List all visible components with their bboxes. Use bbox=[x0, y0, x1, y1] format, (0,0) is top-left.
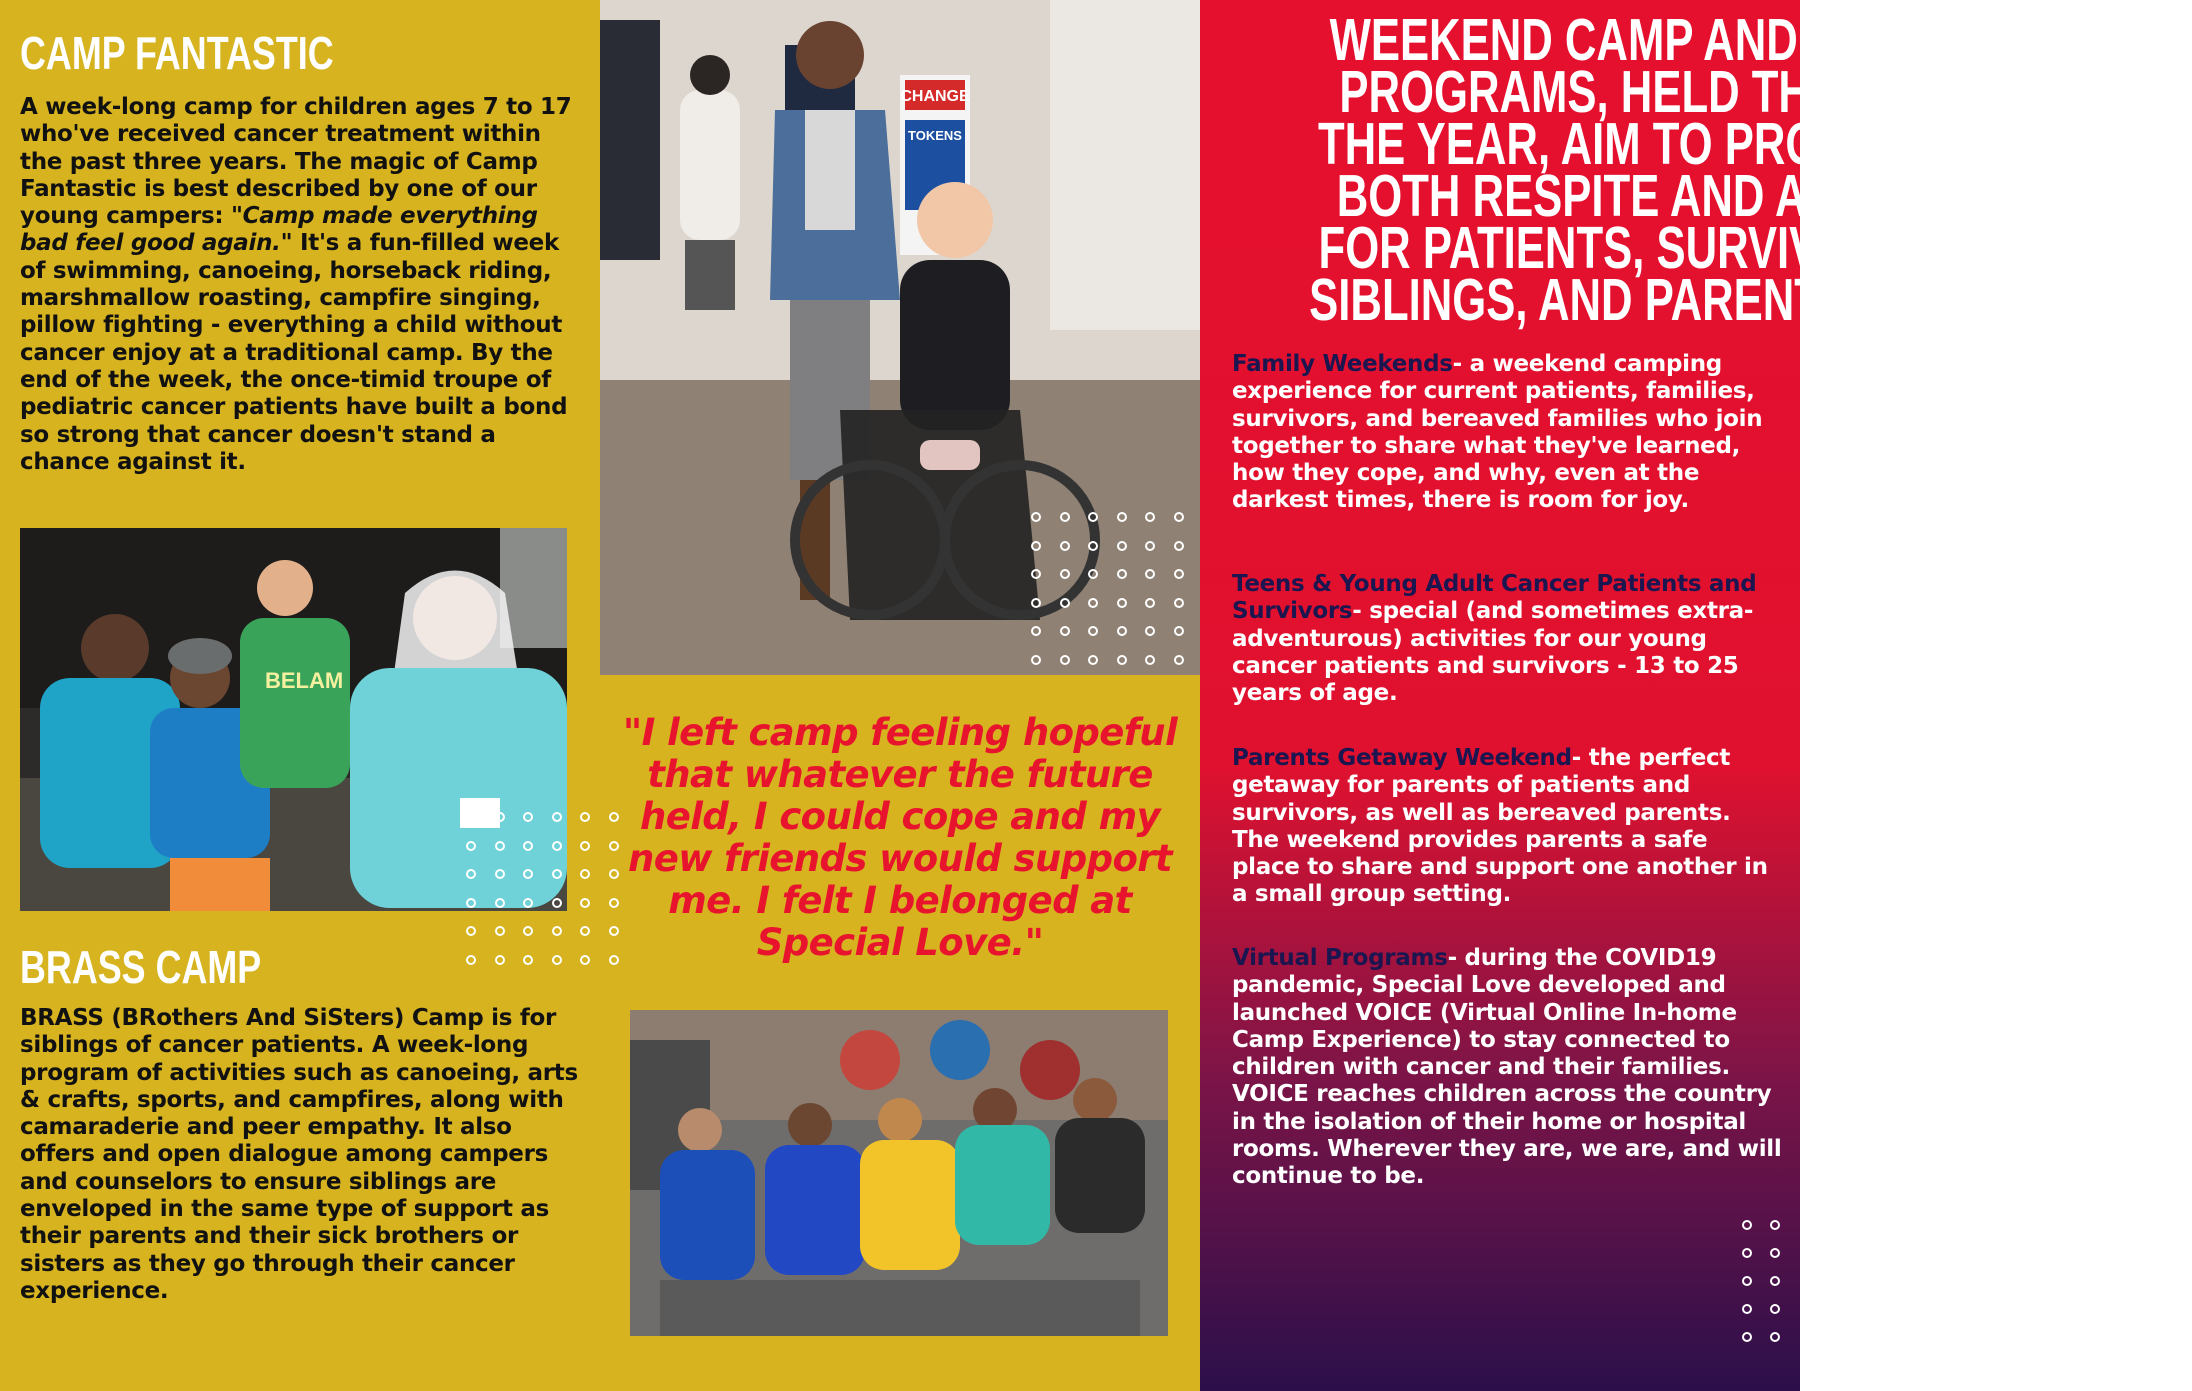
photo-kids-sitting bbox=[630, 1010, 1168, 1336]
change-sign: CHANGE bbox=[900, 88, 970, 105]
dot bbox=[1117, 569, 1127, 579]
camp-fantastic-title: CAMP FANTASTIC bbox=[20, 27, 334, 79]
dot bbox=[466, 812, 476, 822]
dot bbox=[1117, 541, 1127, 551]
dot bbox=[580, 926, 590, 936]
dot bbox=[1742, 1304, 1752, 1314]
program-virtual bbox=[1232, 945, 1782, 1191]
dot bbox=[552, 841, 562, 851]
dot bbox=[1742, 1220, 1752, 1230]
dot bbox=[580, 955, 590, 965]
dot bbox=[1088, 598, 1098, 608]
dot bbox=[1060, 569, 1070, 579]
dot bbox=[1742, 1276, 1752, 1286]
dot bbox=[1174, 541, 1184, 551]
dot bbox=[1088, 655, 1098, 665]
headline-line: PROGRAMS, HELD THROUGHOUT bbox=[1339, 59, 2065, 125]
dot bbox=[1174, 655, 1184, 665]
dot bbox=[1031, 655, 1041, 665]
dot bbox=[466, 898, 476, 908]
program-desc: - special (and sometimes extra-adventurous) activities for our young cancer patients and survivors - 13 to 25 years of age. bbox=[1232, 598, 1754, 707]
dot bbox=[580, 898, 590, 908]
dot-pattern-left bbox=[466, 812, 626, 972]
dot bbox=[523, 955, 533, 965]
program-name: Parents Getaway Weekend bbox=[1232, 745, 1572, 771]
dot bbox=[523, 812, 533, 822]
dot bbox=[552, 869, 562, 879]
dot bbox=[609, 955, 619, 965]
dot bbox=[495, 841, 505, 851]
dot bbox=[552, 898, 562, 908]
program-name: Teens & Young Adult Cancer Patients and Survivors bbox=[1232, 571, 1757, 625]
dot bbox=[523, 841, 533, 851]
dot-pattern-middle bbox=[1031, 512, 1191, 672]
dot bbox=[1145, 569, 1155, 579]
dot bbox=[1145, 655, 1155, 665]
dot bbox=[1117, 626, 1127, 636]
dot bbox=[1060, 541, 1070, 551]
dot bbox=[1031, 512, 1041, 522]
dot bbox=[1088, 569, 1098, 579]
dot bbox=[1770, 1220, 1780, 1230]
dot bbox=[609, 869, 619, 879]
dot bbox=[609, 926, 619, 936]
dot bbox=[1088, 541, 1098, 551]
dot bbox=[580, 841, 590, 851]
dot bbox=[466, 926, 476, 936]
camp-fantastic-text-end: It's a fun-filled week of swimming, canoeing, horseback riding, marshmallow roasting, campfire singing, pillow fighting - everything a child without cancer enjoy at a traditional camp. By the end of the week, the once-timid troupe of pediatric cancer patients have built a bond so strong that cancer doesn't stand a chance against it. bbox=[20, 230, 568, 475]
dot bbox=[466, 869, 476, 879]
dot bbox=[523, 898, 533, 908]
program-desc: - during the COVID19 pandemic, Special Love developed and launched VOICE (Virtual Online In-home Camp Experience) to stay connected to children with cancer and their families. VOICE reaches children across the country in the isolation of their home or hospital rooms. Wherever they are, we are, and will continue to be. bbox=[1232, 945, 1782, 1190]
dot bbox=[1117, 655, 1127, 665]
program-name: Virtual Programs bbox=[1232, 945, 1448, 971]
dot bbox=[1742, 1248, 1752, 1258]
dot bbox=[495, 869, 505, 879]
dot bbox=[580, 869, 590, 879]
program-teens-young-adults bbox=[1232, 571, 1782, 707]
dot bbox=[1770, 1276, 1780, 1286]
dot bbox=[1117, 598, 1127, 608]
dot bbox=[552, 926, 562, 936]
dot bbox=[1174, 626, 1184, 636]
dot bbox=[466, 841, 476, 851]
headline-line: FOR PATIENTS, SURVIVORS, bbox=[1318, 215, 1926, 281]
camper-quote: "Camp made everything bad feel good again." bbox=[20, 203, 538, 257]
dot bbox=[552, 955, 562, 965]
dot bbox=[523, 869, 533, 879]
dot bbox=[495, 898, 505, 908]
headline-line: WEEKEND CAMP AND VIRTUAL bbox=[1329, 7, 2000, 73]
dot bbox=[1145, 598, 1155, 608]
dot bbox=[1060, 598, 1070, 608]
dot bbox=[609, 812, 619, 822]
dot bbox=[1770, 1304, 1780, 1314]
dot bbox=[580, 812, 590, 822]
dot bbox=[1145, 512, 1155, 522]
dot bbox=[1770, 1248, 1780, 1258]
dot bbox=[1088, 626, 1098, 636]
dot bbox=[1060, 626, 1070, 636]
program-desc: - a weekend camping experience for current patients, families, survivors, and bereaved families who join together to share what they've learned, how they cope, and why, even at the darkest times, there is room for joy. bbox=[1232, 351, 1763, 514]
dot bbox=[523, 926, 533, 936]
program-parents-getaway bbox=[1232, 745, 1782, 909]
dot bbox=[1742, 1332, 1752, 1342]
dot bbox=[552, 812, 562, 822]
camp-fantastic-description bbox=[20, 94, 580, 476]
headline-line: BOTH RESPITE AND ADVENTURE bbox=[1336, 163, 2047, 229]
dot bbox=[1145, 626, 1155, 636]
brass-camp-description: BRASS (BRothers And SiSters) Camp is for siblings of cancer patients. A week-long program of activities such as canoeing, arts & crafts, sports, and campfires, along with camaraderie and peer empathy. It also offers and open dialogue among campers and counselors to ensure siblings are enveloped in the same type of support as their parents and their sick brothers or sisters as they go through their cancer experience. bbox=[20, 1005, 578, 1304]
dot bbox=[1088, 512, 1098, 522]
dot bbox=[609, 841, 619, 851]
testimonial-quote: "I left camp feeling hopeful that whatever the future held, I could cope and my new friends would support me. I felt I belonged at Special Love." bbox=[622, 711, 1178, 964]
dot bbox=[495, 926, 505, 936]
dot bbox=[1031, 541, 1041, 551]
dot bbox=[1174, 569, 1184, 579]
headline-line: SIBLINGS, AND PARENTS. bbox=[1309, 267, 1863, 333]
dot bbox=[495, 955, 505, 965]
program-family-weekends bbox=[1232, 351, 1782, 515]
dot bbox=[1145, 541, 1155, 551]
dot bbox=[609, 898, 619, 908]
program-name: Family Weekends bbox=[1232, 351, 1453, 377]
shirt-text: BELAM bbox=[265, 668, 344, 693]
dot bbox=[1174, 598, 1184, 608]
dot bbox=[1770, 1332, 1780, 1342]
brass-camp-title: BRASS CAMP bbox=[20, 941, 262, 993]
dot bbox=[1031, 569, 1041, 579]
dot-pattern-right bbox=[1742, 1220, 1782, 1380]
dot bbox=[1031, 598, 1041, 608]
dot bbox=[1060, 512, 1070, 522]
dot bbox=[1174, 512, 1184, 522]
camp-fantastic-text-start: A week-long camp for children ages 7 to 17 who've received cancer treatment within the past three years. The magic of Camp Fantastic is best described by one of our young campers: bbox=[20, 94, 572, 230]
dot bbox=[495, 812, 505, 822]
program-desc: - the perfect getaway for parents of patients and survivors, as well as bereaved parents. The weekend provides parents a safe place to share and support one another in a small group setting. bbox=[1232, 745, 1768, 908]
tokens-sign: TOKENS bbox=[908, 128, 962, 143]
headline-line: THE YEAR, AIM TO PROVIDE bbox=[1317, 111, 1922, 177]
dot bbox=[466, 955, 476, 965]
weekend-programs-headline bbox=[1212, 7, 2065, 333]
dot bbox=[1117, 512, 1127, 522]
dot bbox=[1031, 626, 1041, 636]
dot bbox=[1060, 655, 1070, 665]
